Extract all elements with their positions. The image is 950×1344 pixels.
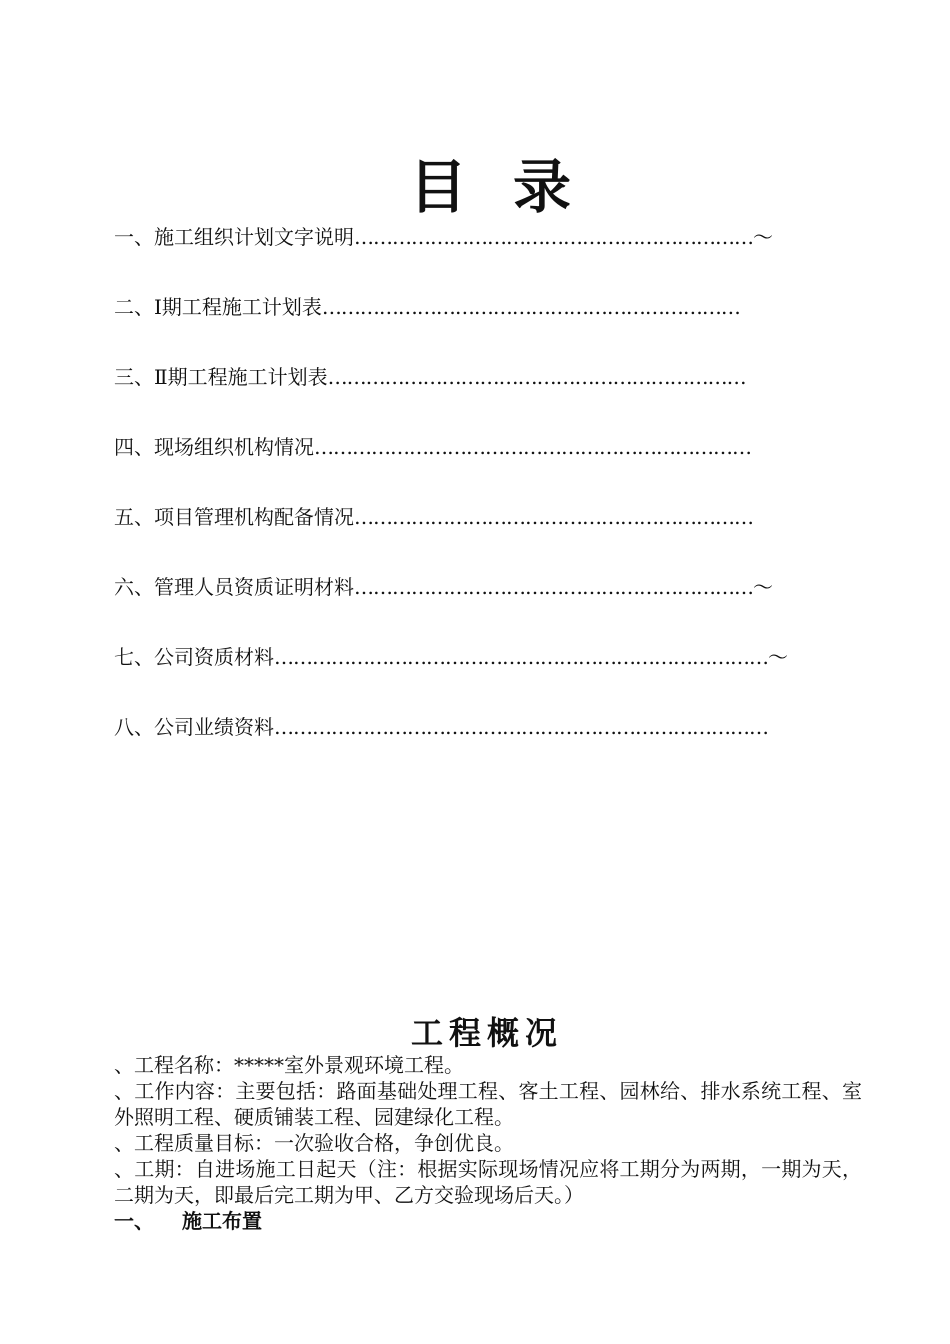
overview-body bbox=[114, 1052, 862, 1234]
section-heading bbox=[114, 1208, 862, 1234]
toc-title bbox=[0, 140, 950, 224]
toc-item[interactable] bbox=[114, 642, 834, 712]
toc-item-leader: ………………………………………………………… bbox=[327, 365, 746, 389]
section-title: 施工布置 bbox=[182, 1209, 262, 1233]
toc-item[interactable] bbox=[114, 222, 834, 292]
toc-item[interactable] bbox=[114, 502, 834, 572]
toc-item-label: 八、公司业绩资料 bbox=[114, 715, 274, 739]
toc-item-leader: ……………………………………………………… bbox=[354, 225, 753, 249]
toc-item-label: 二、Ⅰ期工程施工计划表 bbox=[114, 295, 322, 319]
toc-item[interactable] bbox=[114, 432, 834, 502]
overview-paragraph: 、工程质量目标：一次验收合格，争创优良。 bbox=[114, 1131, 514, 1155]
toc-title-char-1: 目 bbox=[408, 153, 467, 221]
toc-item-leader: ……………………………………………………… bbox=[354, 505, 753, 529]
toc-title-char-2: 录 bbox=[513, 153, 572, 221]
toc-item-leader: ………………………………………………………… bbox=[321, 295, 740, 319]
toc-item-leader: ……………………………………………………… bbox=[354, 575, 753, 599]
toc-item[interactable] bbox=[114, 292, 834, 362]
section-number: 一、 bbox=[114, 1209, 154, 1233]
overview-paragraph: 、工期：自进场施工日起天（注：根据实际现场情况应将工期分为两期，一期为天，二期为天，即最后完工期为甲、乙方交验现场后天。） bbox=[114, 1157, 862, 1207]
toc-item-label: 六、管理人员资质证明材料 bbox=[114, 575, 354, 599]
toc-item-label: 三、Ⅱ期工程施工计划表 bbox=[114, 365, 328, 389]
toc-item[interactable] bbox=[114, 362, 834, 432]
toc-item-leader: …………………………………………………………… bbox=[314, 435, 751, 459]
toc-item-label: 七、公司资质材料 bbox=[114, 645, 274, 669]
toc-item-leader: …………………………………………………………………… bbox=[274, 645, 768, 669]
overview-paragraph: 、工作内容：主要包括：路面基础处理工程、客土工程、园林给、排水系统工程、室外照明工程、硬质铺装工程、园建绿化工程。 bbox=[114, 1079, 862, 1129]
overview-title: 工程概况 bbox=[410, 1014, 563, 1052]
toc-list bbox=[114, 222, 834, 782]
toc-item-suffix: ～ bbox=[753, 225, 773, 249]
overview-paragraph: 、工程名称：*****室外景观环境工程。 bbox=[114, 1053, 464, 1077]
toc-item-label: 一、施工组织计划文字说明 bbox=[114, 225, 354, 249]
toc-item[interactable] bbox=[114, 712, 834, 782]
toc-item-leader: …………………………………………………………………… bbox=[274, 715, 768, 739]
toc-item-label: 四、现场组织机构情况 bbox=[114, 435, 314, 459]
toc-item-suffix: ～ bbox=[768, 645, 788, 669]
toc-item-suffix: ～ bbox=[753, 575, 773, 599]
toc-item-label: 五、项目管理机构配备情况 bbox=[114, 505, 354, 529]
toc-item[interactable] bbox=[114, 572, 834, 642]
